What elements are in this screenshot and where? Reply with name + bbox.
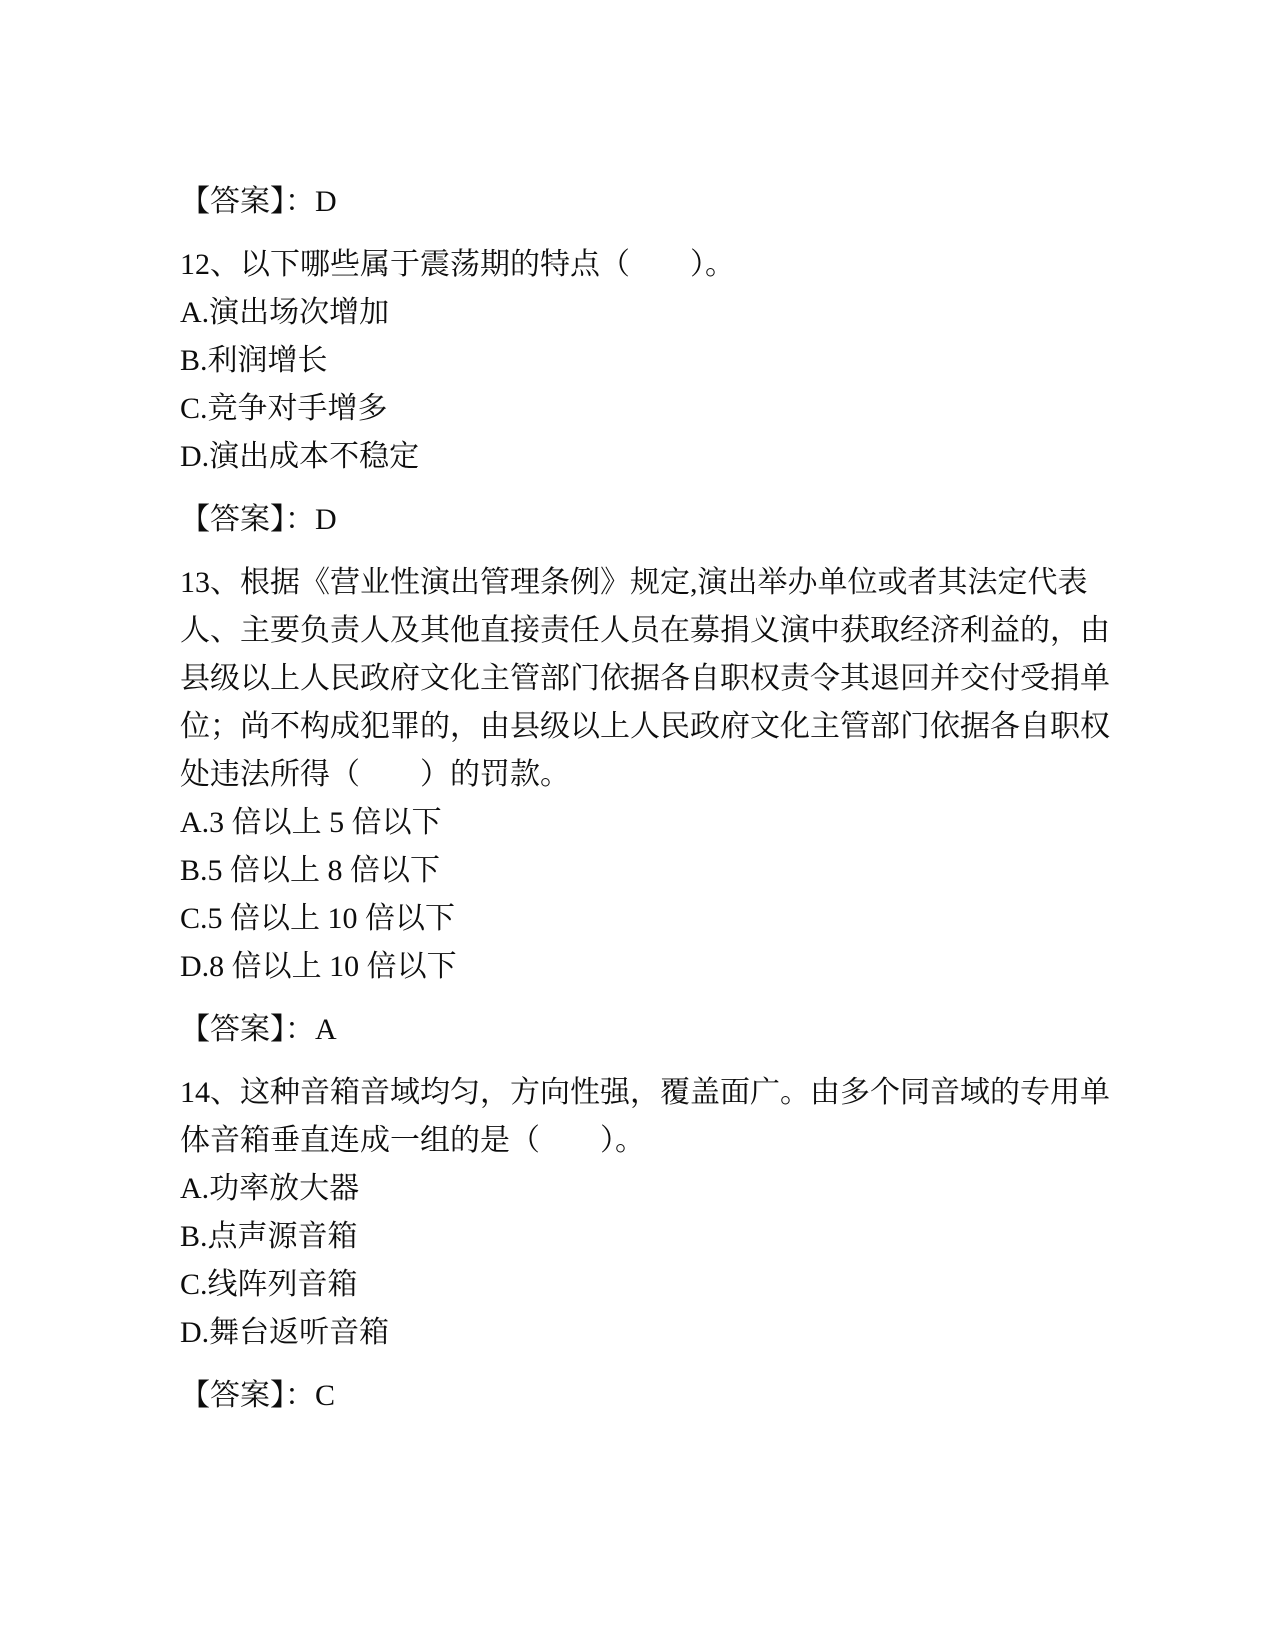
question-13 bbox=[180, 559, 1110, 991]
question-13-option-a: A.3 倍以上 5 倍以下 bbox=[180, 806, 442, 839]
question-14-text: 14、这种音箱音域均匀，方向性强，覆盖面广。由多个同音域的专用单体音箱垂直连成一组的是（ ）。 bbox=[180, 1076, 1110, 1157]
answer-line-q12: 【答案】：D bbox=[180, 503, 337, 536]
question-14-option-c: C.线阵列音箱 bbox=[180, 1268, 358, 1301]
exam-page-content bbox=[180, 0, 1110, 1420]
question-12-text: 12、以下哪些属于震荡期的特点（ ）。 bbox=[180, 248, 735, 281]
question-13-text: 13、根据《营业性演出管理条例》规定,演出举办单位或者其法定代表人、主要负责人及其他直接责任人员在募捐义演中获取经济利益的，由县级以上人民政府文化主管部门依据各自职权责令其退回并交付受捐单位；尚不构成犯罪的，由县级以上人民政府文化主管部门依据各自职权处违法所得（ ）的罚款。 bbox=[180, 566, 1110, 791]
answer-line-q11: 【答案】：D bbox=[180, 185, 337, 218]
question-14-option-b: B.点声源音箱 bbox=[180, 1220, 358, 1253]
question-13-option-d: D.8 倍以上 10 倍以下 bbox=[180, 950, 457, 983]
question-14 bbox=[180, 1069, 1110, 1357]
answer-line-q13: 【答案】：A bbox=[180, 1013, 337, 1046]
question-12-option-b: B.利润增长 bbox=[180, 344, 328, 377]
question-14-option-a: A.功率放大器 bbox=[180, 1172, 360, 1205]
question-14-option-d: D.舞台返听音箱 bbox=[180, 1316, 390, 1349]
question-12 bbox=[180, 241, 1110, 481]
question-12-option-a: A.演出场次增加 bbox=[180, 296, 390, 329]
question-12-option-c: C.竞争对手增多 bbox=[180, 392, 388, 425]
question-13-option-b: B.5 倍以上 8 倍以下 bbox=[180, 854, 441, 887]
question-13-option-c: C.5 倍以上 10 倍以下 bbox=[180, 902, 456, 935]
answer-line-q14: 【答案】：C bbox=[180, 1379, 336, 1412]
question-12-option-d: D.演出成本不稳定 bbox=[180, 440, 420, 473]
